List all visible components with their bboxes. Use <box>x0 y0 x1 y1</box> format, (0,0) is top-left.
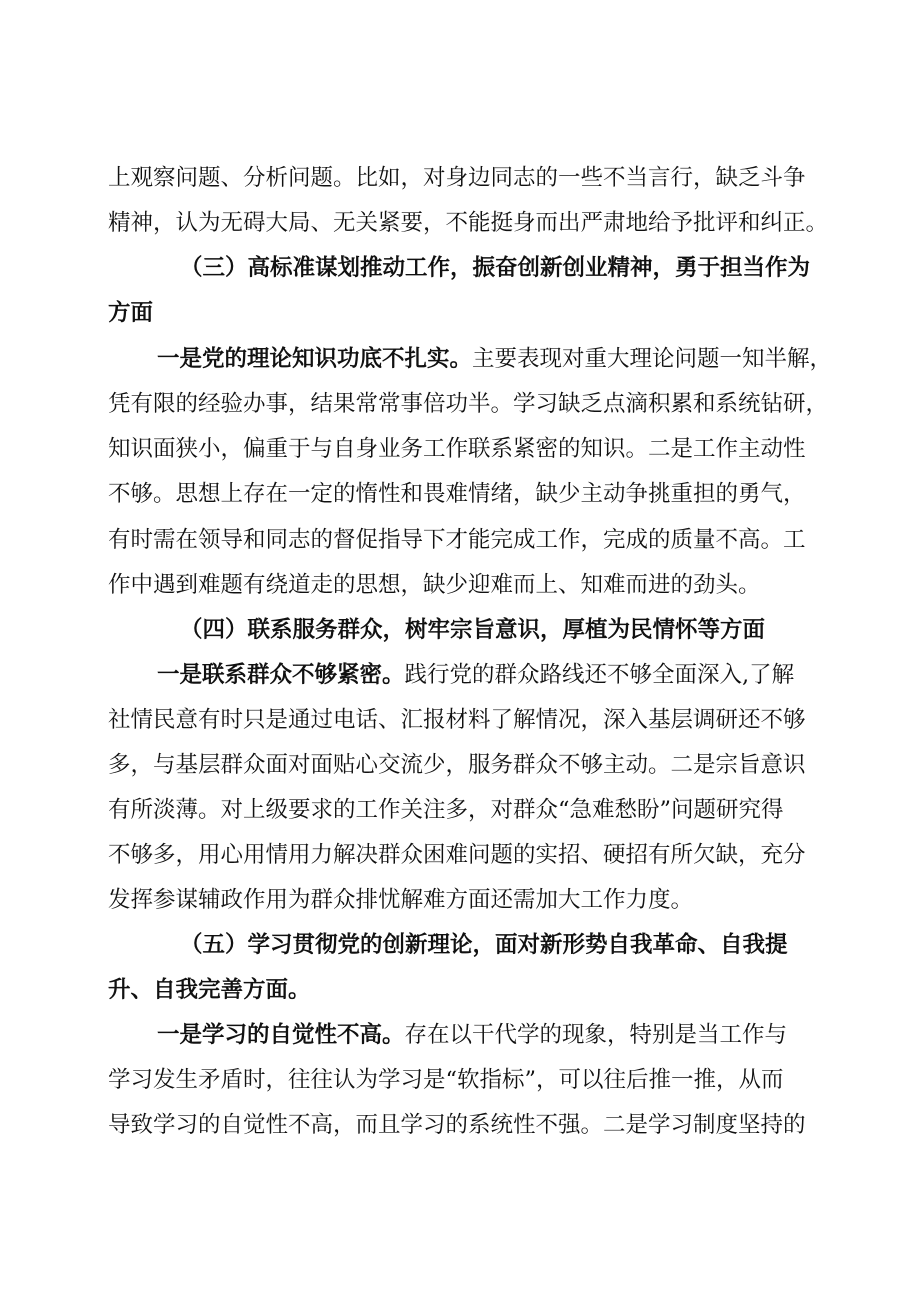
section-3-lead-text: 主要表现对重大理论问题一知半解， <box>472 346 833 372</box>
paragraph-line: 不够。思想上存在一定的惰性和畏难情绪，缺少主动争挑重担的勇气， <box>108 481 806 507</box>
section-3-lead-line <box>157 336 877 382</box>
paragraph-line: 多，与基层群众面对面贴心交流少，服务群众不够主动。二是宗旨意识 <box>108 752 806 778</box>
section-5-lead-bold: 一是学习的自觉性不高。 <box>157 1022 405 1048</box>
paragraph-line: 上观察问题、分析问题。比如，对身边同志的一些不当言行，缺乏斗争 <box>108 165 806 191</box>
paragraph-line: 导致学习的自觉性不高，而且学习的系统性不强。二是学习制度坚持的 <box>108 1112 806 1138</box>
section-5-lead-line <box>157 1012 877 1058</box>
paragraph-line: 有时需在领导和同志的督促指导下才能完成工作，完成的质量不高。工 <box>108 527 806 553</box>
section-5-heading: （五）学习贯彻党的创新理论，面对新形势自我革命、自我提 <box>180 932 788 958</box>
paragraph-line: 作中遇到难题有绕道走的思想，缺少迎难而上、知难而进的劲头。 <box>108 572 761 598</box>
paragraph-line: 不够多，用心用情用力解决群众困难问题的实招、硬招有所欠缺，充分 <box>108 842 806 868</box>
section-3-heading-continued: 方面 <box>108 300 154 326</box>
section-4-lead-line <box>157 652 877 698</box>
paragraph-line: 凭有限的经验办事，结果常常事倍功半。学习缺乏点滴积累和系统钻研， <box>108 391 828 417</box>
section-5-heading-continued: 升、自我完善方面。 <box>108 977 311 1003</box>
paragraph-line: 社情民意有时只是通过电话、汇报材料了解情况，深入基层调研还不够 <box>108 707 806 733</box>
section-4-lead-bold: 一是联系群众不够紧密。 <box>157 662 405 688</box>
section-5-lead-text: 存在以干代学的现象，特别是当工作与 <box>404 1022 788 1048</box>
paragraph-line: 学习发生矛盾时，往往认为学习是“软指标”，可以往后推一推，从而 <box>108 1067 784 1093</box>
paragraph-line: 知识面狭小，偏重于与自身业务工作联系紧密的知识。二是工作主动性 <box>108 436 806 462</box>
section-4-heading: （四）联系服务群众，树牢宗旨意识，厚植为民情怀等方面 <box>180 617 766 643</box>
paragraph-line: 精神，认为无碍大局、无关紧要，不能挺身而出严肃地给予批评和纠正。 <box>108 210 828 236</box>
section-3-lead-bold: 一是党的理论知识功底不扎实。 <box>157 346 473 372</box>
paragraph-line: 有所淡薄。对上级要求的工作关注多，对群众“急难愁盼”问题研究得 <box>108 797 784 823</box>
section-3-heading: （三）高标准谋划推动工作，振奋创新创业精神，勇于担当作为 <box>180 255 811 281</box>
section-4-lead-text: 践行党的群众路线还不够全面深入,了解 <box>404 662 795 688</box>
paragraph-line: 发挥参谋辅政作用为群众排忧解难方面还需加大工作力度。 <box>108 887 694 913</box>
